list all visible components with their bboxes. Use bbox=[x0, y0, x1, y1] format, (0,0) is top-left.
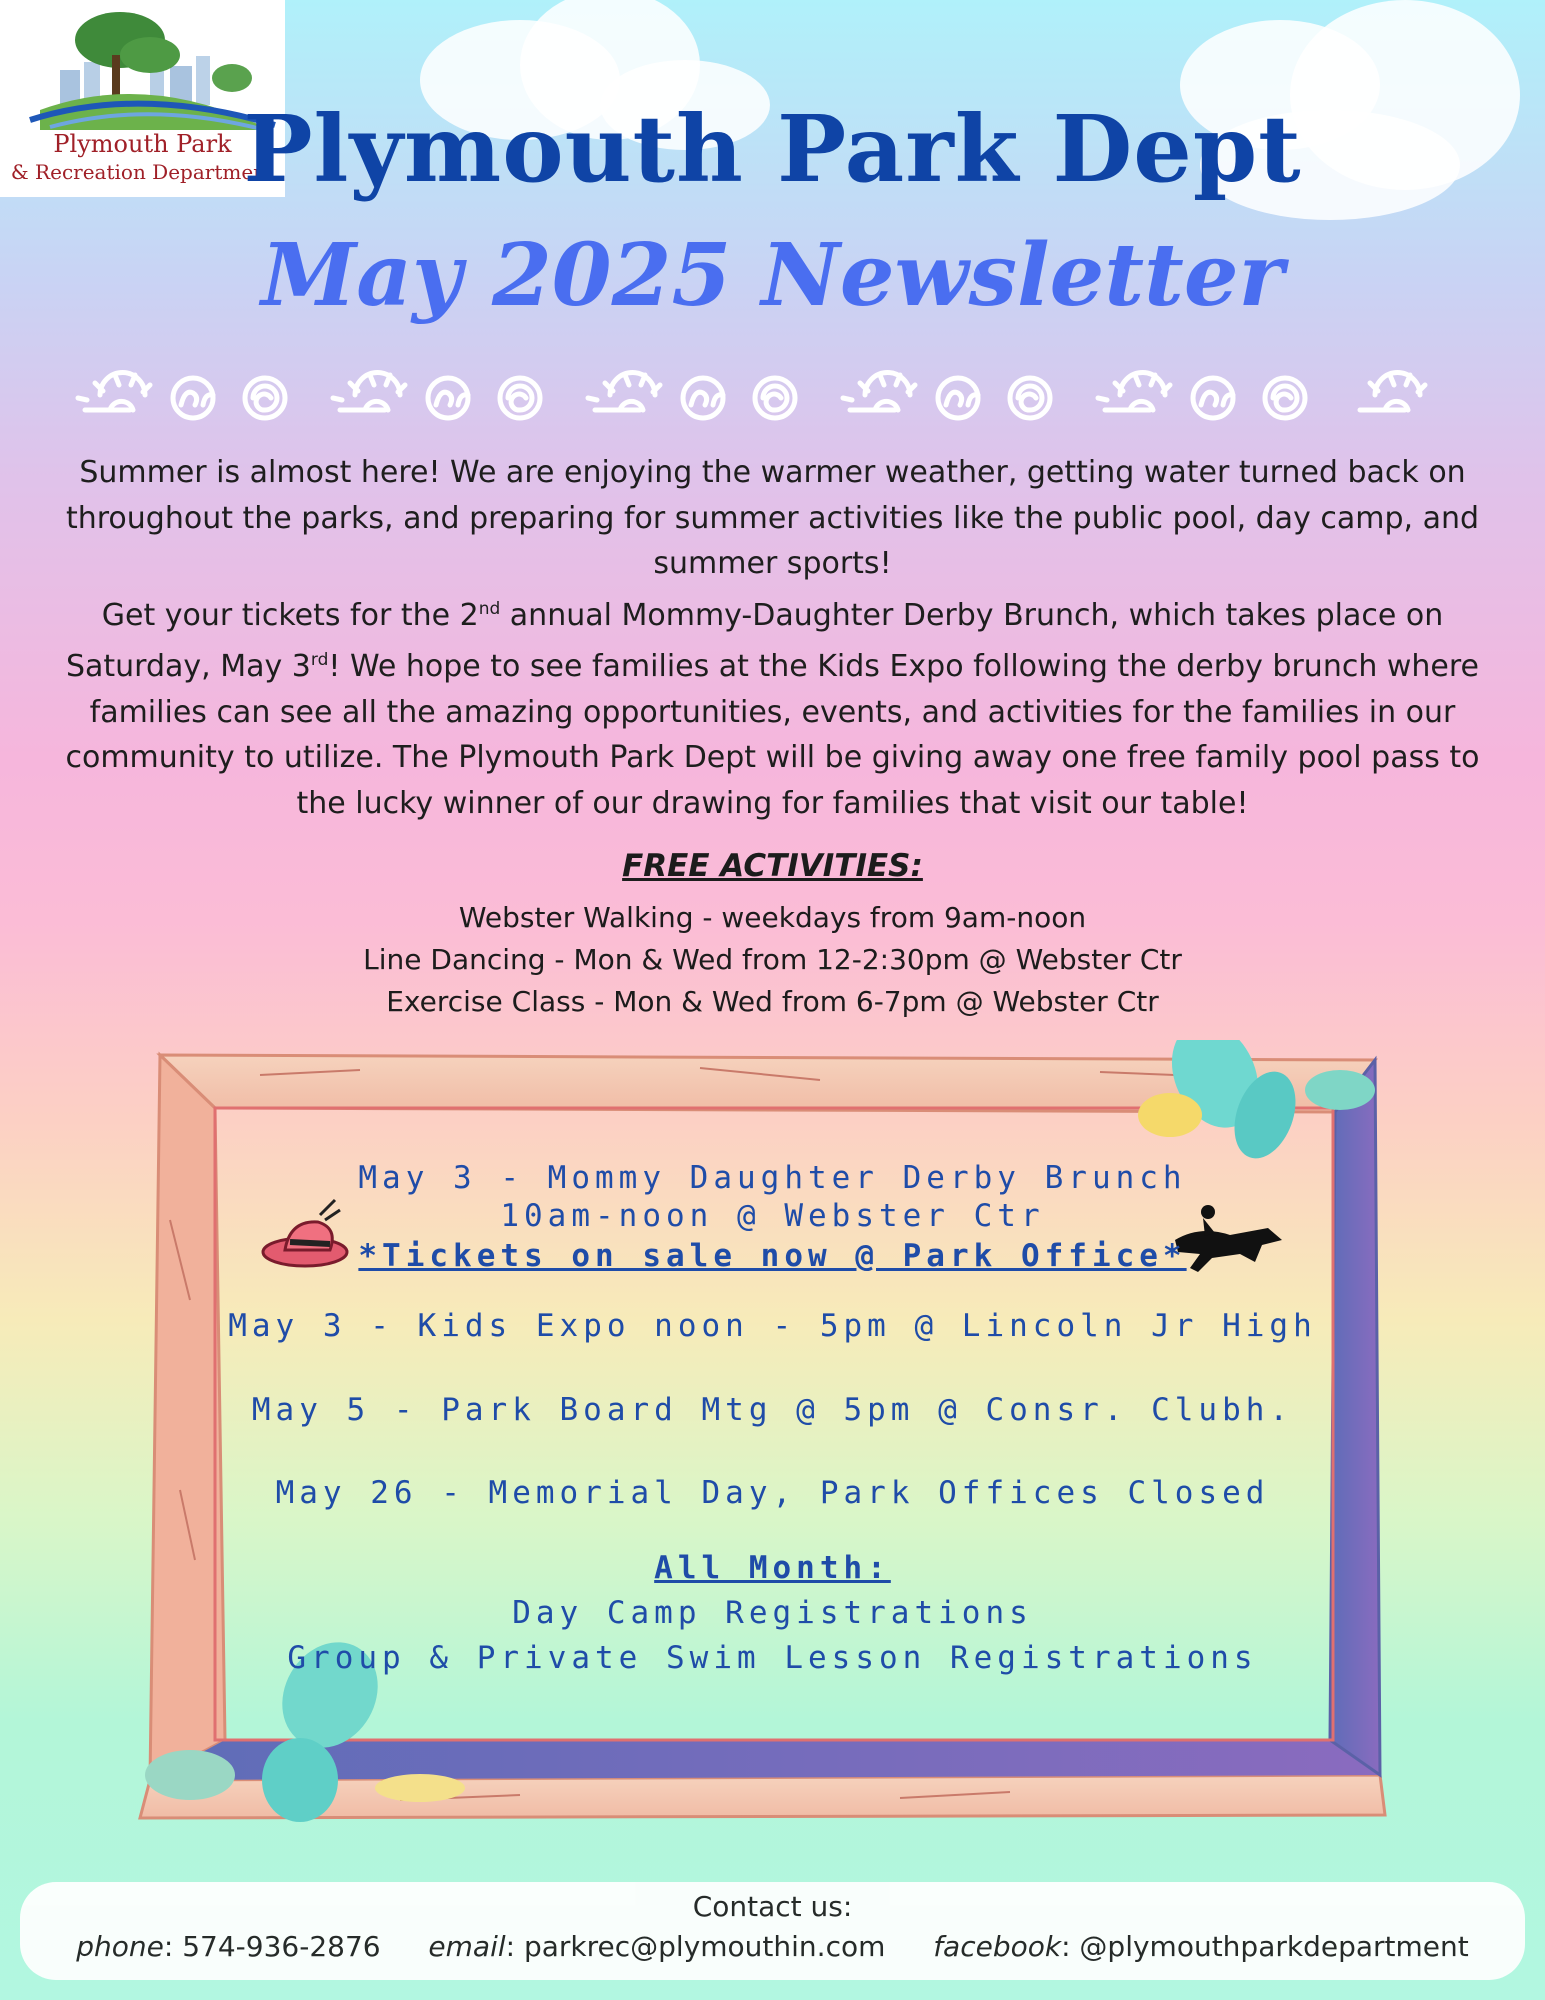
phone-number[interactable]: 574-936-2876 bbox=[182, 1930, 381, 1963]
free-activities-heading: FREE ACTIVITIES: bbox=[622, 848, 923, 884]
page-title: Plymouth Park Dept bbox=[243, 95, 1302, 203]
page-subtitle: May 2025 Newsletter bbox=[261, 225, 1284, 326]
logo-line-2: & Recreation Department bbox=[10, 160, 275, 184]
all-month-item: Day Camp Registrations bbox=[512, 1595, 1033, 1631]
free-activity-item: Line Dancing - Mon & Wed from 12-2:30pm @ Webster Ctr bbox=[363, 943, 1182, 976]
all-month-heading: All Month: bbox=[654, 1550, 891, 1586]
logo-line-1: Plymouth Park bbox=[53, 130, 232, 158]
all-month-item: Group & Private Swim Lesson Registrations bbox=[287, 1640, 1258, 1676]
facebook-handle[interactable]: @plymouthparkdepartment bbox=[1079, 1930, 1469, 1963]
shell-border-decoration bbox=[75, 365, 1475, 425]
intro-text bbox=[60, 450, 1485, 826]
free-activity-item: Exercise Class - Mon & Wed from 6-7pm @ Webster Ctr bbox=[386, 985, 1159, 1018]
free-activity-item: Webster Walking - weekdays from 9am-noon bbox=[458, 901, 1087, 934]
contact-bar bbox=[20, 1882, 1525, 1980]
event-4: May 26 - Memorial Day, Park Offices Closed bbox=[275, 1475, 1270, 1511]
event-2: May 3 - Kids Expo noon - 5pm @ Lincoln Jr High bbox=[228, 1308, 1317, 1344]
contact-heading: Contact us: bbox=[692, 1890, 853, 1923]
email-address[interactable]: parkrec@plymouthin.com bbox=[523, 1930, 886, 1963]
free-activities-list bbox=[0, 897, 1545, 1023]
email-label: email bbox=[428, 1930, 506, 1963]
phone-label: phone bbox=[76, 1930, 164, 1963]
event-3: May 5 - Park Board Mtg @ 5pm @ Consr. Clubh. bbox=[251, 1392, 1294, 1428]
event-1-time: 10am-noon @ Webster Ctr bbox=[500, 1198, 1045, 1234]
facebook-label: facebook bbox=[933, 1930, 1062, 1963]
intro-paragraph-2: Get your tickets for the 2nd annual Mommy-Daughter Derby Brunch, which takes place on Saturday, May 3rd! We hope to see families at the Kids Expo following the derby brunch where families can see all the amazing opportunities, events, and activities for the families in our community to utilize. The Plymouth Park Dept will be giving away one free family pool pass to the lucky winner of our drawing for families that visit our table! bbox=[65, 597, 1480, 821]
contact-row: phone: 574-936-2876 email: parkrec@plymouthin.com facebook: @plymouthparkdepartment bbox=[76, 1930, 1469, 1963]
event-1-tickets: *Tickets on sale now @ Park Office* bbox=[358, 1238, 1187, 1274]
intro-paragraph-1: Summer is almost here! We are enjoying the warmer weather, getting water turned back on throughout the parks, and preparing for summer activities like the public pool, day camp, and summer sports! bbox=[65, 455, 1480, 581]
event-1-title: May 3 - Mommy Daughter Derby Brunch bbox=[358, 1160, 1187, 1196]
